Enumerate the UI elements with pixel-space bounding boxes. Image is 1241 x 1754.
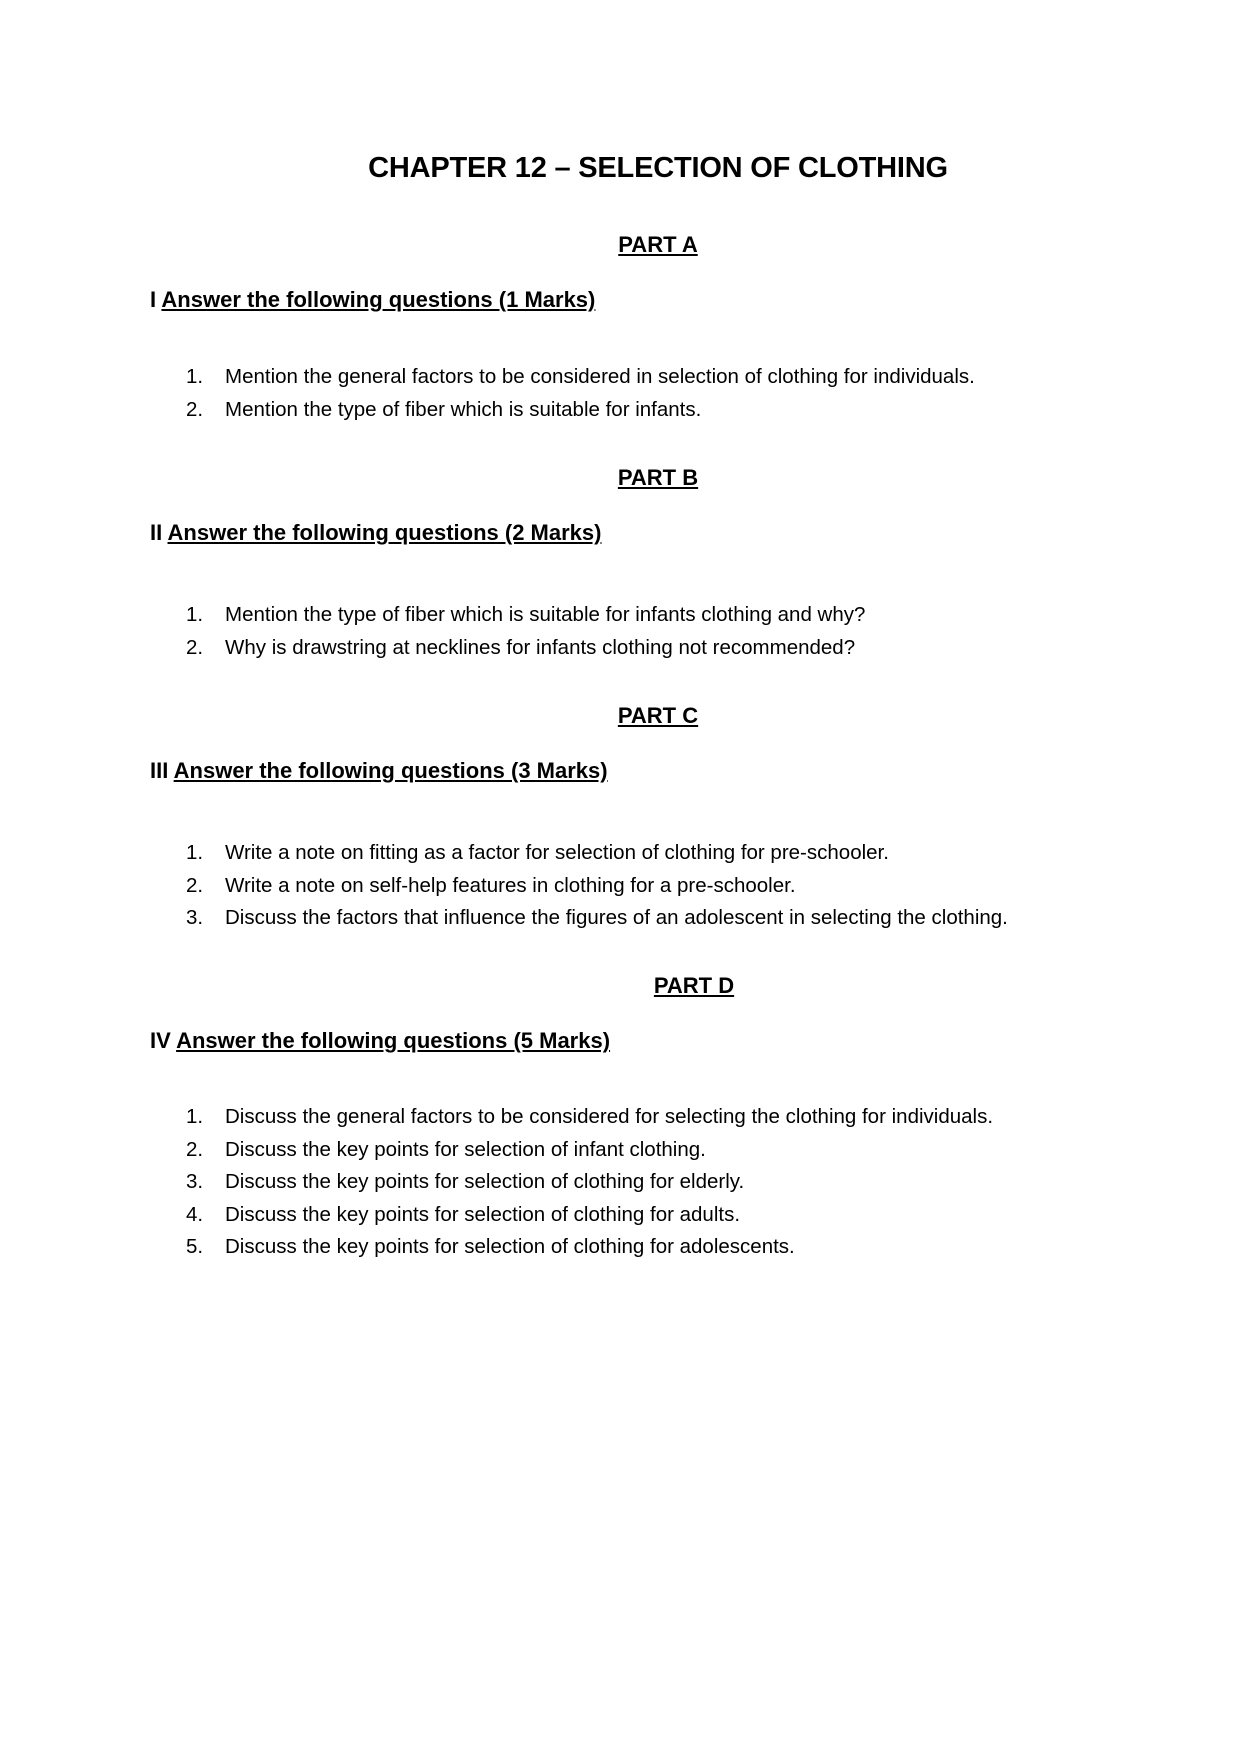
part-d-roman: IV: [150, 1028, 171, 1053]
question-number: 2.: [186, 635, 204, 659]
part-c-instruction: [150, 758, 608, 784]
question-number: 5.: [186, 1235, 204, 1258]
part-a-heading: PART A: [618, 232, 698, 257]
question-number: 1.: [186, 603, 204, 626]
question-text: Why is drawstring at necklines for infants clothing not recommended?: [225, 635, 856, 659]
page-title: CHAPTER 12 – SELECTION OF CLOTHING: [368, 152, 948, 184]
question-number: 2.: [186, 873, 204, 897]
question-number: 4.: [186, 1202, 204, 1226]
part-a-roman: I: [150, 287, 157, 312]
part-d-heading: PART D: [653, 973, 735, 998]
question-text: Mention the type of fiber which is suitable for infants.: [225, 397, 702, 421]
question-text: Mention the type of fiber which is suitable for infants clothing and why?: [225, 603, 866, 626]
part-c-heading: PART C: [617, 703, 699, 728]
part-b-heading: PART B: [617, 465, 699, 490]
question-number: 1.: [186, 365, 204, 388]
part-a-instruction-text: Answer the following questions (1 Marks): [161, 287, 596, 312]
question-number: 3.: [186, 1170, 204, 1193]
question-number: 2.: [186, 397, 204, 421]
question-text: Discuss the general factors to be considered for selecting the clothing for individuals.: [225, 1105, 994, 1128]
question-number: 3.: [186, 906, 204, 929]
part-c-instruction-text: Answer the following questions (3 Marks): [173, 758, 608, 783]
part-c-roman: III: [150, 758, 169, 783]
part-b-instruction-text: Answer the following questions (2 Marks): [167, 520, 602, 545]
question-text: Discuss the key points for selection of infant clothing.: [225, 1137, 706, 1161]
question-text: Discuss the key points for selection of clothing for adults.: [225, 1202, 741, 1226]
part-d-instruction: [150, 1028, 610, 1054]
question-text: Discuss the key points for selection of clothing for elderly.: [225, 1170, 745, 1193]
question-number: 1.: [186, 1105, 204, 1128]
question-text: Write a note on fitting as a factor for selection of clothing for pre-schooler.: [225, 841, 889, 864]
question-number: 2.: [186, 1137, 204, 1161]
part-b-instruction: [150, 520, 601, 546]
question-text: Write a note on self-help features in clothing for a pre-schooler.: [225, 873, 796, 897]
part-d-instruction-text: Answer the following questions (5 Marks): [176, 1028, 611, 1053]
part-b-roman: II: [150, 520, 163, 545]
question-text: Mention the general factors to be considered in selection of clothing for individuals.: [225, 365, 975, 388]
question-text: Discuss the key points for selection of clothing for adolescents.: [225, 1235, 795, 1258]
part-a-instruction: [150, 287, 595, 313]
question-number: 1.: [186, 841, 204, 864]
question-text: Discuss the factors that influence the figures of an adolescent in selecting the clothing.: [225, 906, 1008, 929]
